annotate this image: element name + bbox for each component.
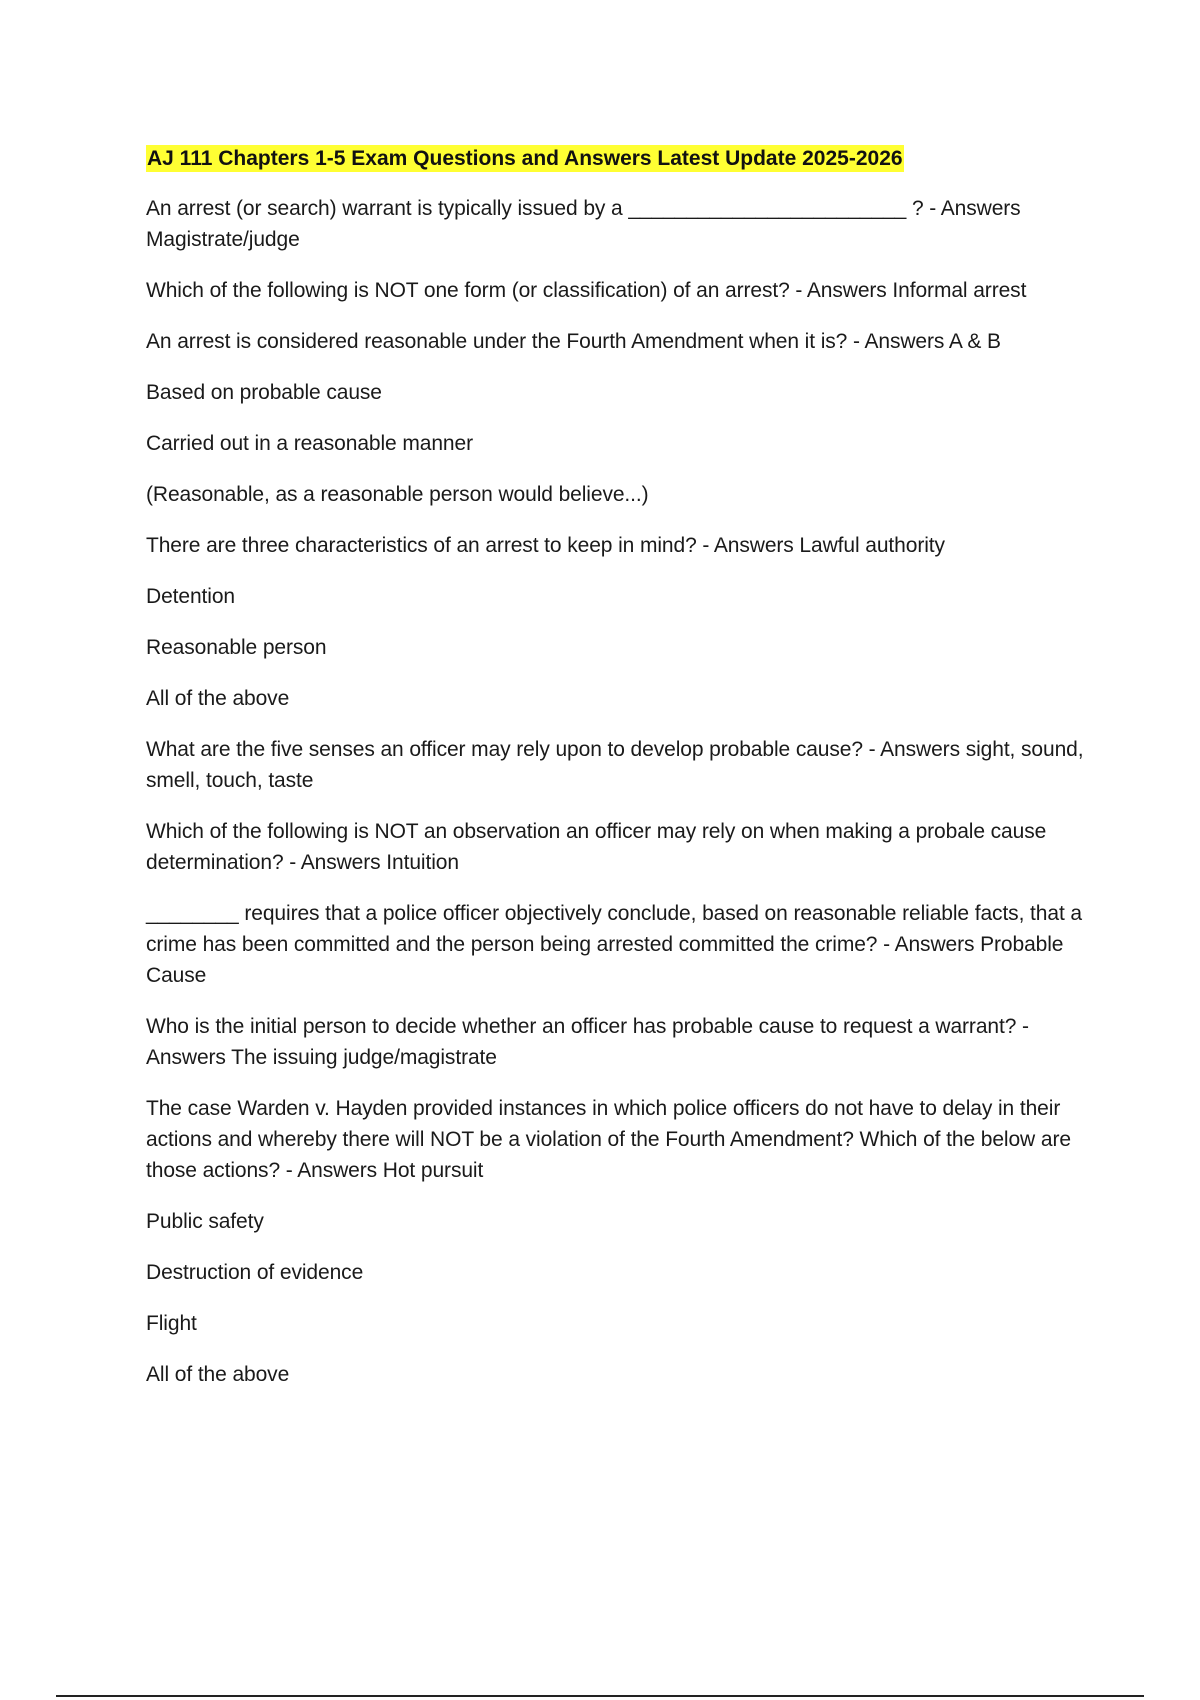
document-paragraph: Which of the following is NOT one form (or classification) of an arrest? - Answers Informal arrest (146, 279, 1027, 302)
document-paragraph: What are the five senses an officer may rely upon to develop probable cause? - Answers sight, sound, smell, touch, taste (146, 738, 1090, 792)
document-paragraph: There are three characteristics of an arrest to keep in mind? - Answers Lawful authority (146, 534, 945, 557)
document-paragraph: An arrest (or search) warrant is typically issued by a ________________________ ? - Answers Magistrate/judge (146, 197, 1027, 251)
document-paragraph: The case Warden v. Hayden provided instances in which police officers do not have to delay in their actions and whereby there will NOT be a violation of the Fourth Amendment? Which of the below are those actions? - Answers Hot pursuit (146, 1097, 1077, 1182)
document-paragraph: An arrest is considered reasonable under the Fourth Amendment when it is? - Answers A & B (146, 330, 1001, 353)
footer-divider (56, 1695, 1144, 1697)
title-block (146, 143, 1096, 177)
document-paragraph: Flight (146, 1312, 197, 1335)
paragraph-list (146, 193, 1096, 1390)
document-paragraph: Detention (146, 585, 235, 608)
document-paragraph: All of the above (146, 687, 290, 710)
document-paragraph: Based on probable cause (146, 381, 382, 404)
document-paragraph: Carried out in a reasonable manner (146, 432, 473, 455)
document-paragraph: Public safety (146, 1210, 264, 1233)
document-paragraph: (Reasonable, as a reasonable person would believe...) (146, 483, 649, 506)
document-paragraph: All of the above (146, 1363, 290, 1386)
document-paragraph: Destruction of evidence (146, 1261, 364, 1284)
document-paragraph: ________ requires that a police officer objectively conclude, based on reasonable reliable facts, that a crime has been committed and the person being arrested committed the crime? - Answers Probable Cause (146, 902, 1088, 987)
document-body (146, 143, 1096, 1410)
document-title: AJ 111 Chapters 1-5 Exam Questions and Answers Latest Update 2025-2026 (147, 147, 903, 170)
document-paragraph: Which of the following is NOT an observation an officer may rely on when making a probale cause determination? - Answers Intuition (146, 820, 1052, 874)
document-paragraph: Reasonable person (146, 636, 327, 659)
document-paragraph: Who is the initial person to decide whether an officer has probable cause to request a warrant? - Answers The issuing judge/magistrate (146, 1015, 1034, 1069)
